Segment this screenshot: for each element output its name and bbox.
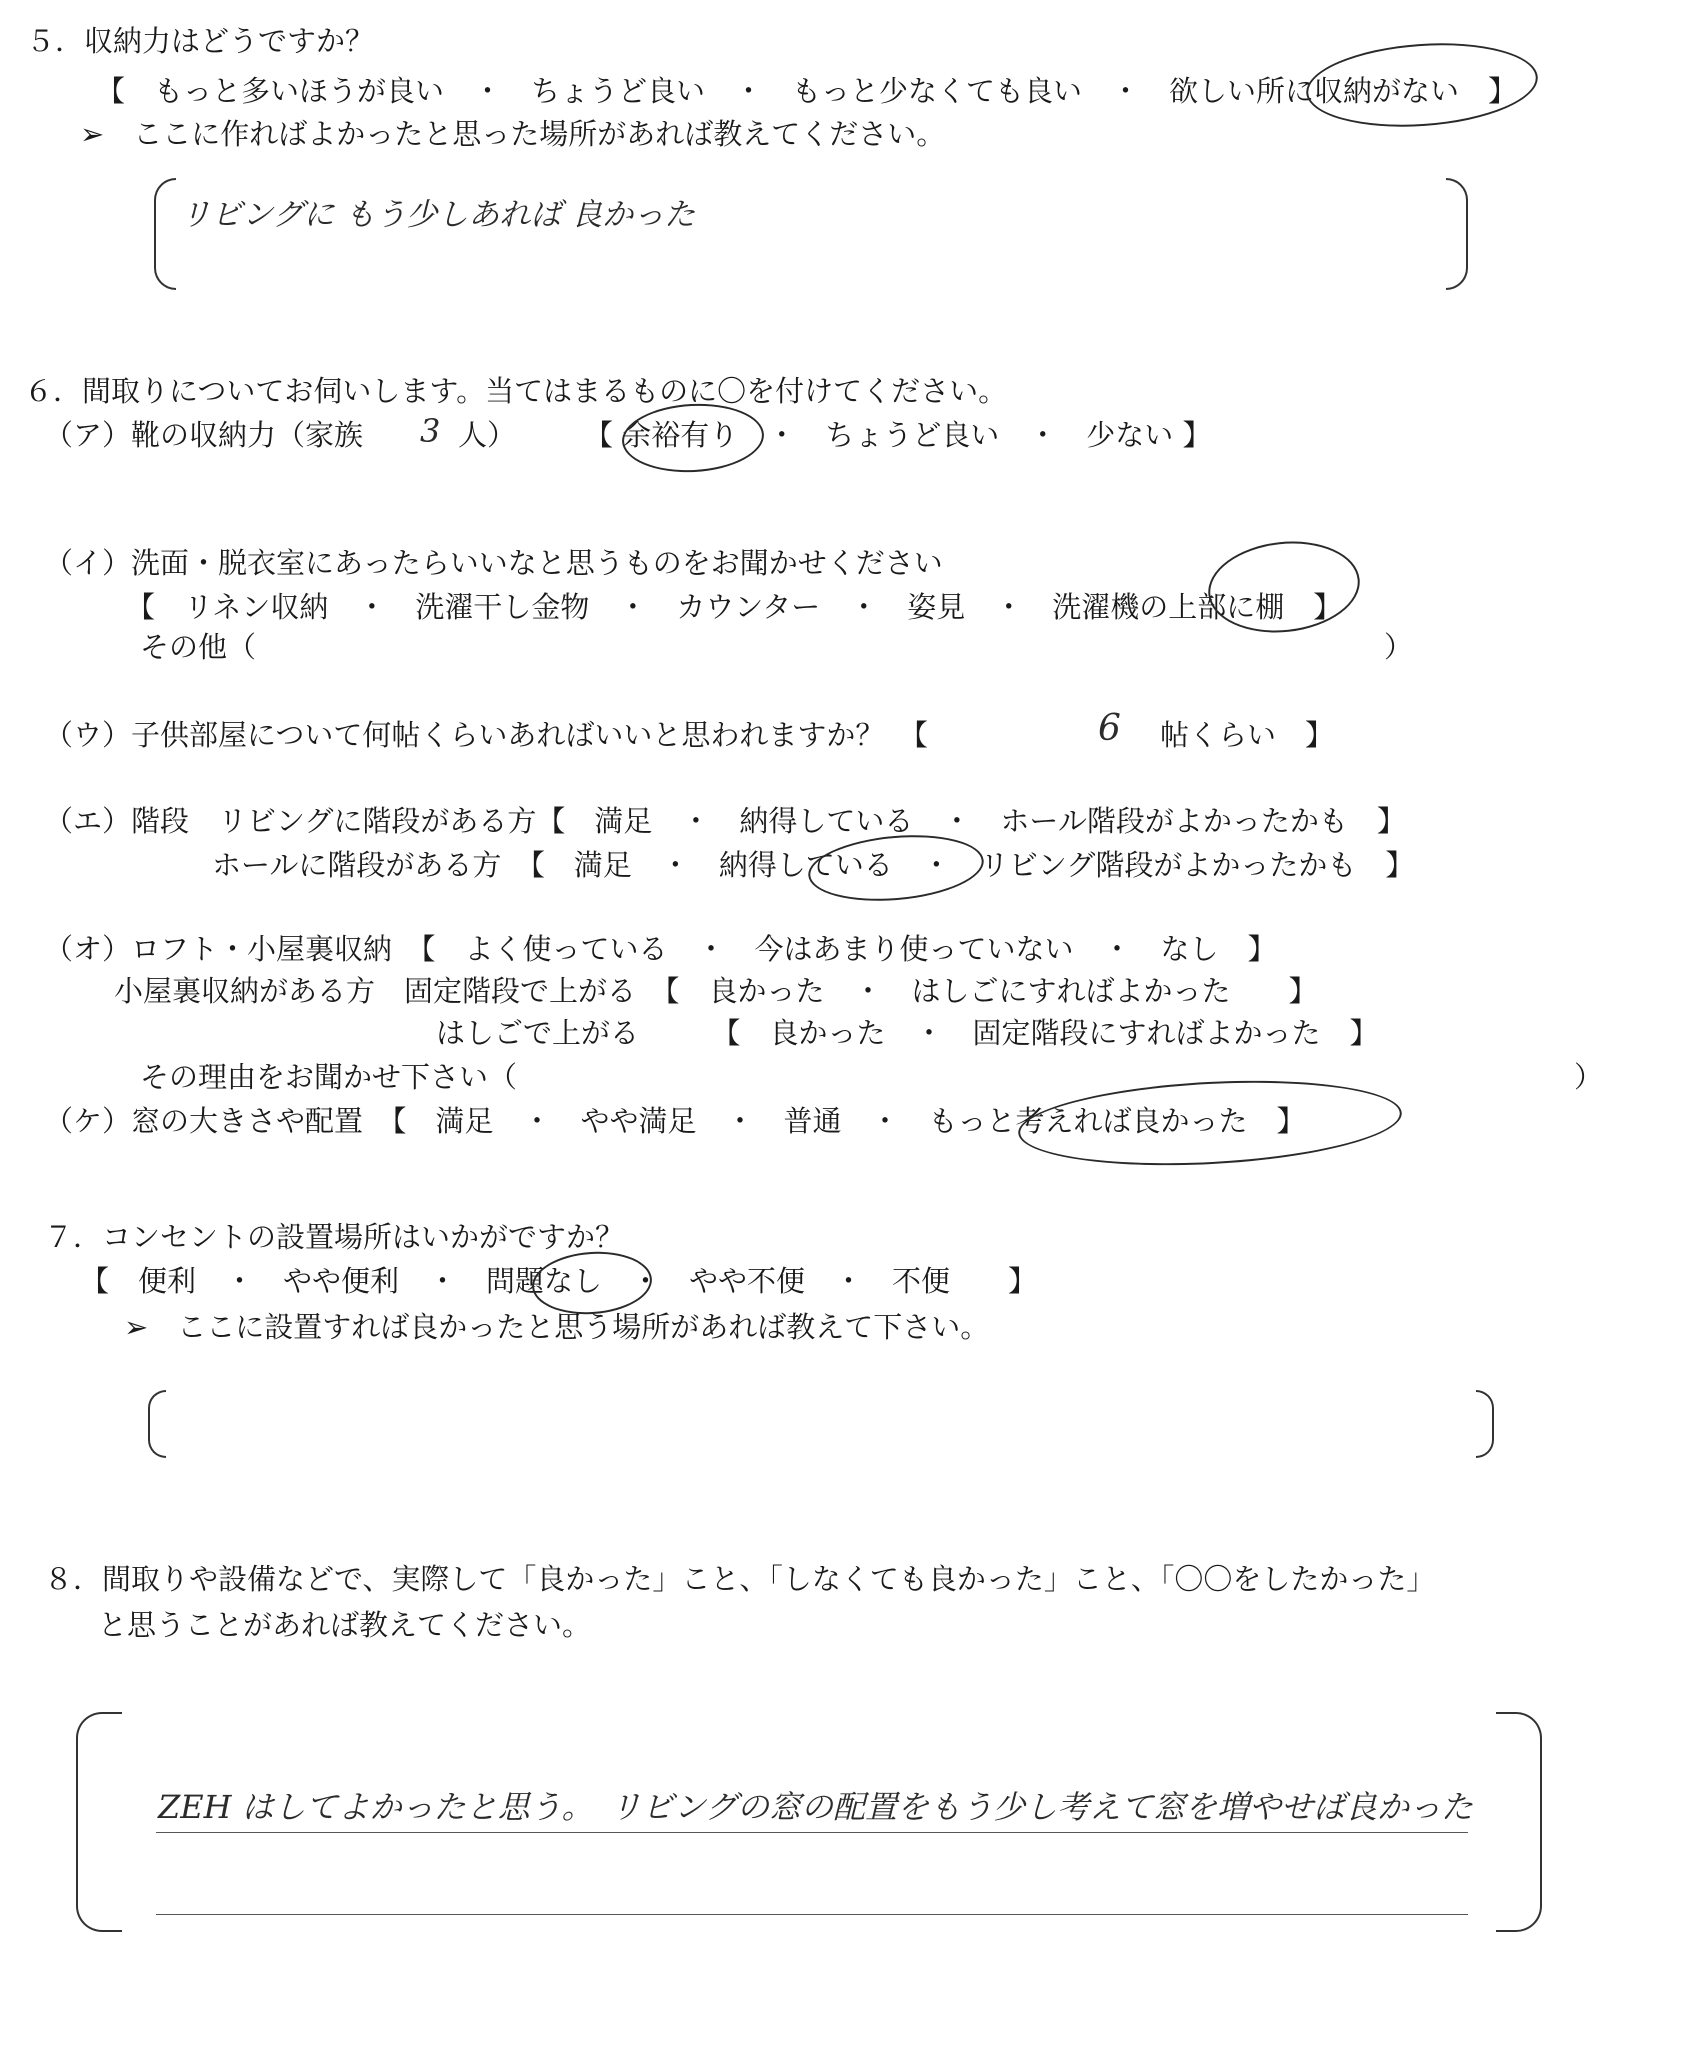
q6o-line3: はしごで上がる 【 良かった ・ 固定階段にすればよかった 】	[436, 1016, 1379, 1050]
q7-answer-bracket-right	[1476, 1390, 1494, 1458]
q6a-choices: 【 余裕有り ・ ちょうど良い ・ 少ない 】	[584, 418, 1212, 452]
q6i-label: （イ）洗面・脱衣室にあったらいいなと思うものをお聞かせください	[44, 546, 943, 580]
q5-answer[interactable]: リビングに もう少しあれば 良かった	[180, 197, 696, 233]
q5-prompt: ➢ ここに作ればよかったと思った場所があれば教えてください。	[80, 117, 946, 151]
q8-answer-bracket-left	[76, 1712, 122, 1932]
q7-choices: 【 便利 ・ やや便利 ・ 問題なし ・ やや不便 ・ 不便 】	[80, 1264, 1038, 1298]
q6e-selected-circle	[806, 828, 987, 907]
q6o-reason-close: ）	[1574, 1060, 1604, 1094]
q5-answer-bracket-right	[1446, 178, 1468, 290]
q8-answer-line-1	[156, 1832, 1468, 1833]
q6ke-label: （ケ）窓の大きさや配置 【 満足 ・ やや満足 ・ 普通 ・ もっと考えれば良かった 】	[44, 1104, 1306, 1138]
q6u-unit: 帖くらい 】	[1160, 718, 1335, 752]
q6a-label: （ア）靴の収納力（家族	[44, 418, 364, 452]
q8-answer[interactable]: ZEH はしてよかったと思う。 リビングの窓の配置をもう少し考えて窓を増やせば良かった	[158, 1788, 1474, 1826]
q6-title: ６．間取りについてお伺いします。当てはまるものに〇を付けてください。	[24, 374, 1008, 408]
q6o-line2: 小屋裏収納がある方 固定階段で上がる 【 良かった ・ はしごにすればよかった 】	[114, 974, 1318, 1008]
q6o-reason-label: その理由をお聞かせ下さい（	[140, 1060, 518, 1094]
q6a-family-count[interactable]: 3	[420, 412, 441, 450]
q6ke-selected-circle	[1016, 1072, 1404, 1174]
q6i-other-close: ）	[1384, 630, 1414, 664]
q8-title-line2: と思うことがあれば教えてください。	[98, 1608, 592, 1642]
q6a-selected-circle	[620, 400, 765, 475]
q6i-choices: 【 リネン収納 ・ 洗濯干し金物 ・ カウンター ・ 姿見 ・ 洗濯機の上部に棚 】	[126, 590, 1343, 624]
q8-title: ８．間取りや設備などで、実際して「良かった」こと、「しなくても良かった」こと、「〇〇をしたかった」	[44, 1562, 1436, 1596]
q7-prompt: ➢ ここに設置すれば良かったと思う場所があれば教えて下さい。	[124, 1310, 990, 1344]
q6a-unit: 人）	[458, 418, 517, 452]
q6u-value[interactable]: 6	[1098, 708, 1121, 749]
q6o-label: （オ）ロフト・小屋裏収納 【 よく使っている ・ 今はあまり使っていない ・ なし 】	[44, 932, 1277, 966]
q6e-label: （エ）階段 リビングに階段がある方【 満足 ・ 納得している ・ ホール階段がよかったかも 】	[44, 804, 1406, 838]
q6i-other-label: その他（	[140, 630, 257, 664]
q8-answer-bracket-right	[1496, 1712, 1542, 1932]
q8-answer-line-2	[156, 1914, 1468, 1915]
q5-choices: 【 もっと多いほうが良い ・ ちょうど良い ・ もっと少なくても良い ・ 欲しい所に収納がない 】	[96, 74, 1518, 108]
q7-title: ７．コンセントの設置場所はいかがですか？	[44, 1220, 625, 1254]
q5-title: ５．収納力はどうですか？	[26, 24, 375, 58]
q7-answer-bracket-left	[148, 1390, 166, 1458]
q5-answer-bracket-left	[154, 178, 176, 290]
q6u-label: （ウ）子供部屋について何帖くらいあればいいと思われますか？ 【	[44, 718, 928, 752]
q5-selected-circle	[1303, 36, 1540, 134]
q6e-line2: ホールに階段がある方 【 満足 ・ 納得している ・ リビング階段がよかったかも 】	[212, 848, 1415, 882]
